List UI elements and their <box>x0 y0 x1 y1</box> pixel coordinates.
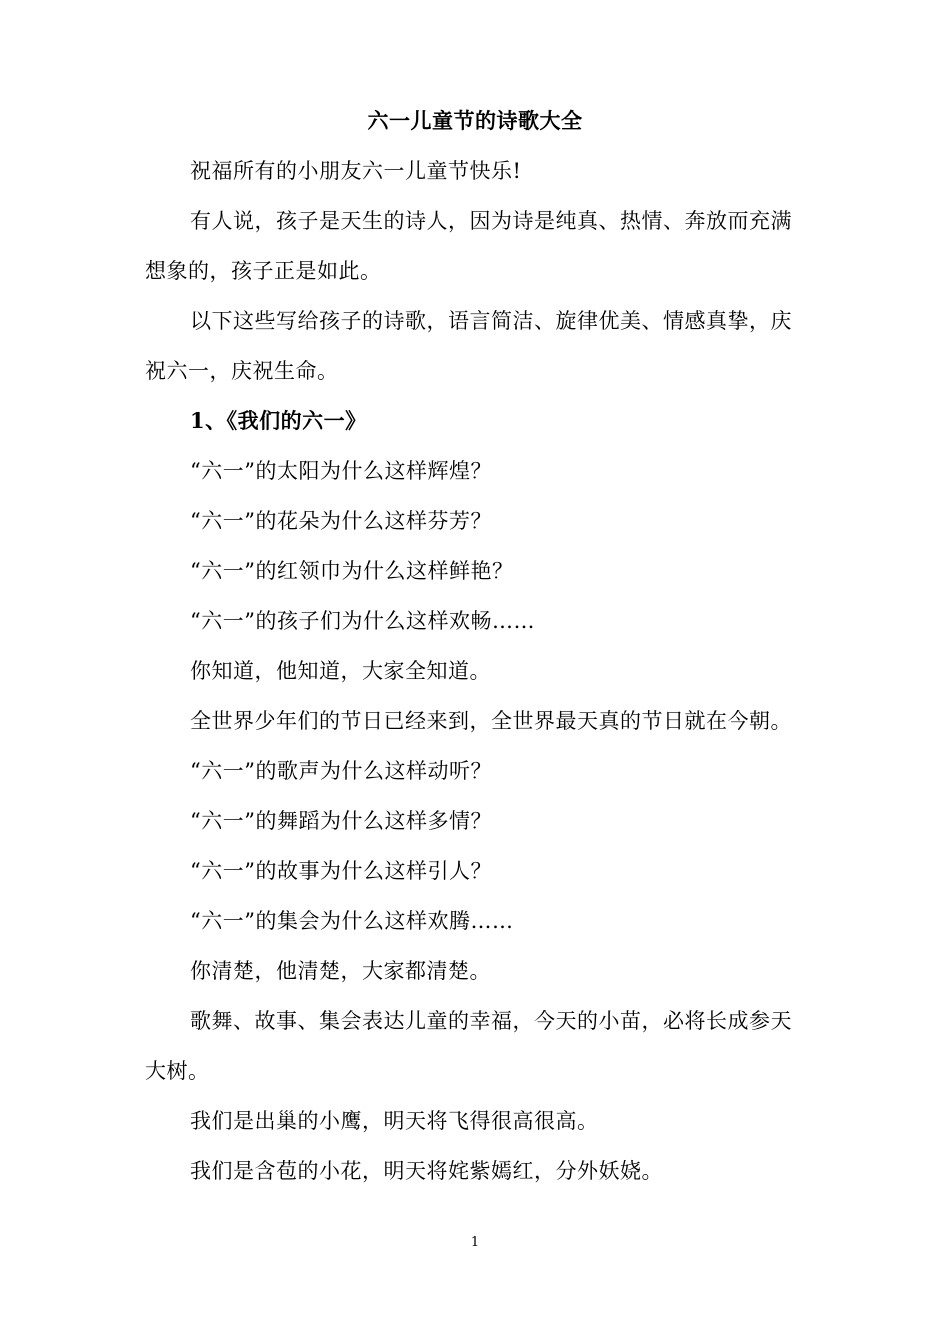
poem-line: “六一”的歌声为什么这样动听？ <box>190 759 492 783</box>
poem-line: “六一”的太阳为什么这样辉煌？ <box>190 459 492 483</box>
poem-heading: 1、《我们的六一》 <box>190 408 367 433</box>
poem-line: 我们是出巢的小鹰，明天将飞得很高很高。 <box>190 1109 599 1133</box>
poem-line: “六一”的故事为什么这样引人？ <box>190 859 492 883</box>
poem-line: “六一”的孩子们为什么这样欢畅…… <box>190 609 535 633</box>
poem-line: 大树。 <box>145 1059 210 1083</box>
poem-line: 你知道，他知道，大家全知道。 <box>190 659 491 683</box>
poem-line: 全世界少年们的节日已经来到，全世界最天真的节日就在今朝。 <box>190 709 792 733</box>
poem-line: 你清楚，他清楚，大家都清楚。 <box>190 959 491 983</box>
poem-line: “六一”的花朵为什么这样芬芳？ <box>190 509 492 533</box>
poem-line: “六一”的红领巾为什么这样鲜艳？ <box>190 559 514 583</box>
paragraph-line: 想象的，孩子正是如此。 <box>145 259 382 283</box>
document-title: 六一儿童节的诗歌大全 <box>367 108 583 133</box>
paragraph-line: 祝六一，庆祝生命。 <box>145 359 339 383</box>
paragraph-line: 有人说，孩子是天生的诗人，因为诗是纯真、热情、奔放而充满 <box>190 209 792 233</box>
poem-line: “六一”的集会为什么这样欢腾…… <box>190 909 514 933</box>
page-number: 1 <box>470 1235 480 1250</box>
poem-line: 我们是含苞的小花，明天将姹紫嫣红，分外妖娆。 <box>190 1159 663 1183</box>
poem-line: 歌舞、故事、集会表达儿童的幸福，今天的小苗，必将长成参天 <box>190 1009 792 1033</box>
paragraph-line: 祝福所有的小朋友六一儿童节快乐! <box>190 159 522 183</box>
paragraph-line: 以下这些写给孩子的诗歌，语言简洁、旋律优美、情感真挚，庆 <box>190 309 792 333</box>
poem-line: “六一”的舞蹈为什么这样多情？ <box>190 809 492 833</box>
